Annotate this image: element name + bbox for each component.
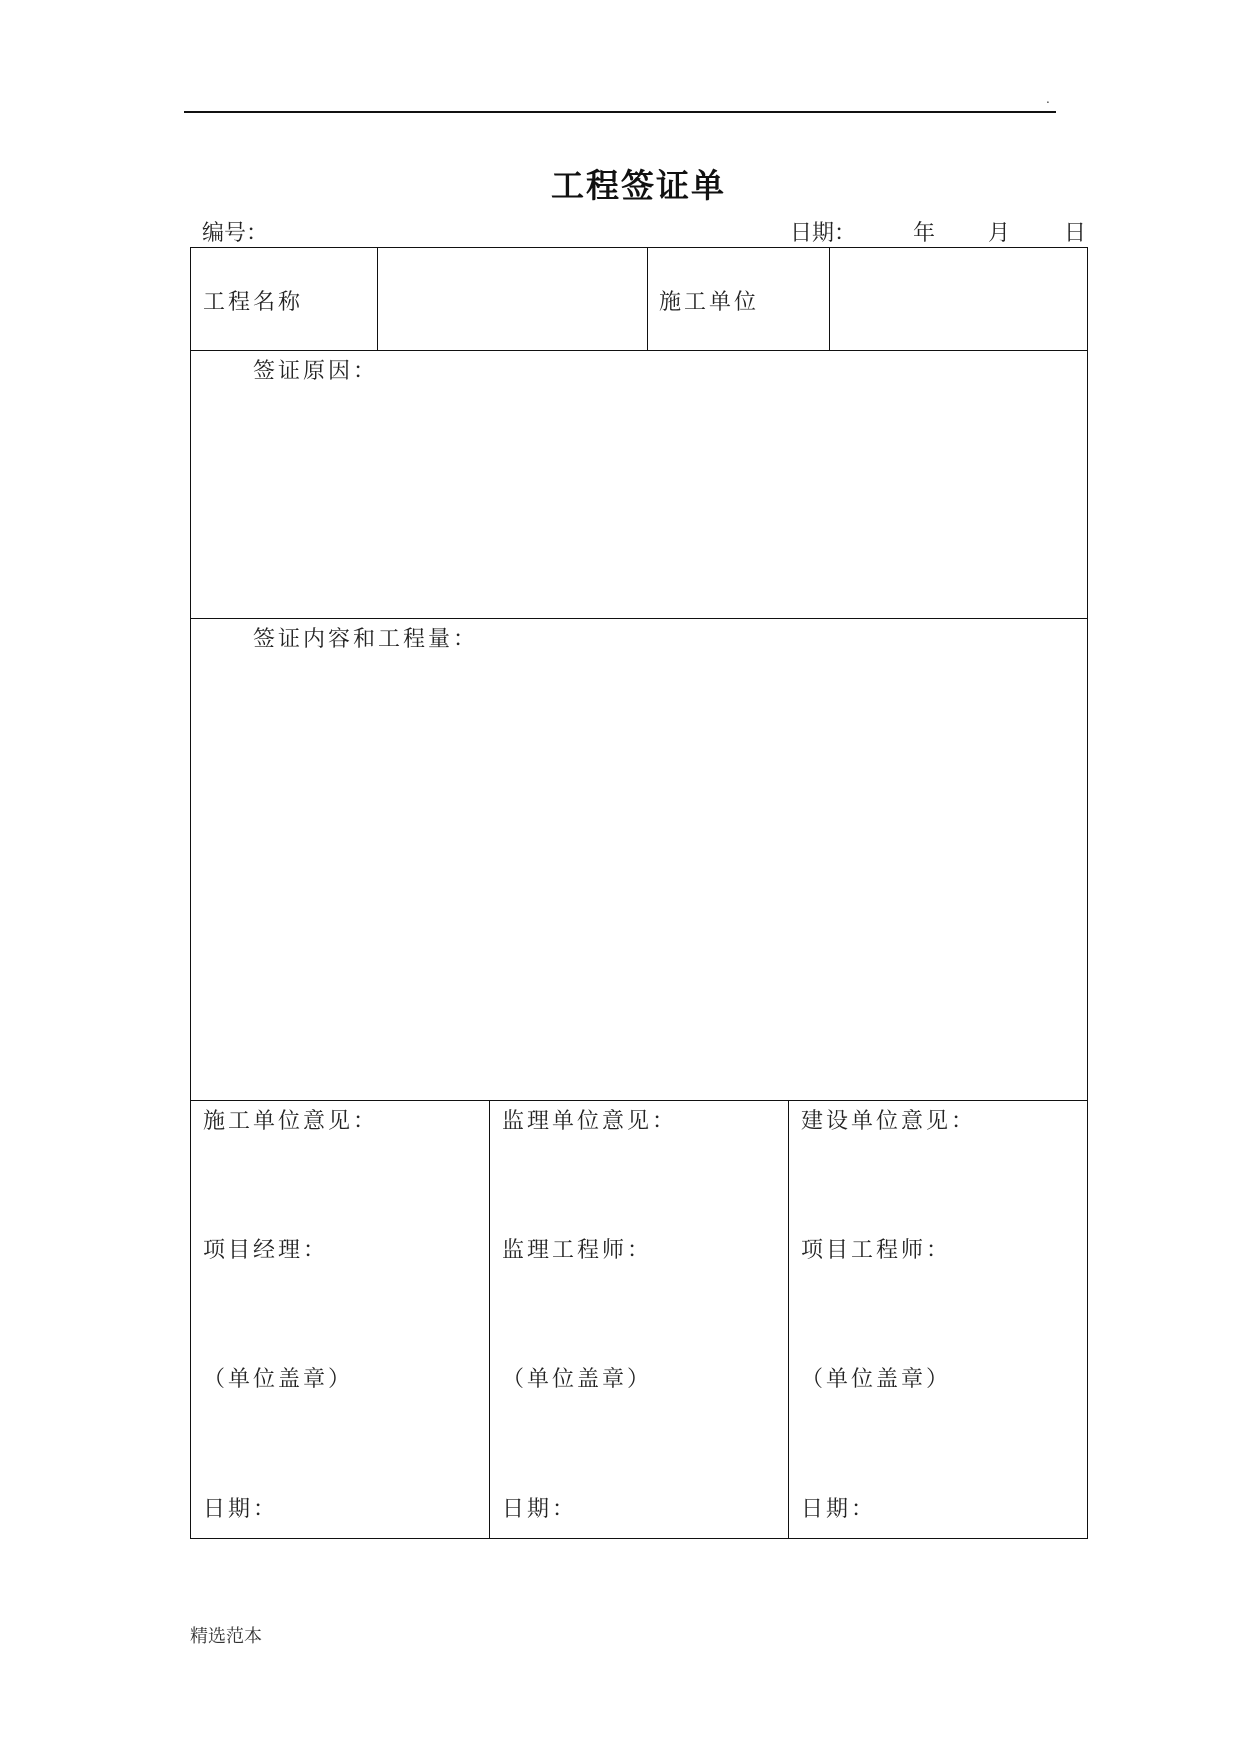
row-divider-content (191, 1100, 1087, 1101)
date-year: 年 (913, 221, 936, 246)
col-divider-2 (647, 248, 648, 350)
document-title: 工程签证单 (551, 166, 726, 205)
col-divider-3 (829, 248, 830, 350)
contractor-date-label: 日期： (203, 1497, 279, 1522)
supervising-engineer-label: 监理工程师： (502, 1238, 653, 1263)
contractor-label: 施工单位 (659, 290, 760, 315)
date-month: 月 (988, 221, 1011, 246)
owner-date-label: 日期： (801, 1497, 877, 1522)
date-day: 日 (1064, 221, 1087, 246)
row-divider-info (191, 350, 1087, 351)
contractor-opinion-title: 施工单位意见： (203, 1109, 379, 1134)
header-rule (184, 111, 1056, 113)
supervisor-opinion-title: 监理单位意见： (502, 1109, 678, 1134)
visa-form-table (190, 247, 1088, 1539)
contractor-seal-label: （单位盖章） (203, 1367, 354, 1392)
project-engineer-label: 项目工程师： (801, 1238, 952, 1263)
project-manager-label: 项目经理： (203, 1238, 329, 1263)
project-name-label: 工程名称 (203, 290, 304, 315)
visa-content-label: 签证内容和工程量： (253, 627, 479, 652)
supervisor-seal-label: （单位盖章） (502, 1367, 653, 1392)
owner-opinion-title: 建设单位意见： (801, 1109, 977, 1134)
page-footer: 精选范本 (190, 1626, 262, 1647)
opinion-divider-1 (489, 1100, 490, 1538)
row-divider-reason (191, 618, 1087, 619)
col-divider-1 (377, 248, 378, 350)
opinion-divider-2 (788, 1100, 789, 1538)
number-label: 编号： (202, 221, 269, 246)
visa-reason-label: 签证原因： (253, 359, 379, 384)
date-label: 日期： (790, 221, 857, 246)
header-dot: . (1046, 92, 1050, 106)
meta-row (202, 216, 1087, 246)
owner-seal-label: （单位盖章） (801, 1367, 952, 1392)
supervisor-date-label: 日期： (502, 1497, 578, 1522)
